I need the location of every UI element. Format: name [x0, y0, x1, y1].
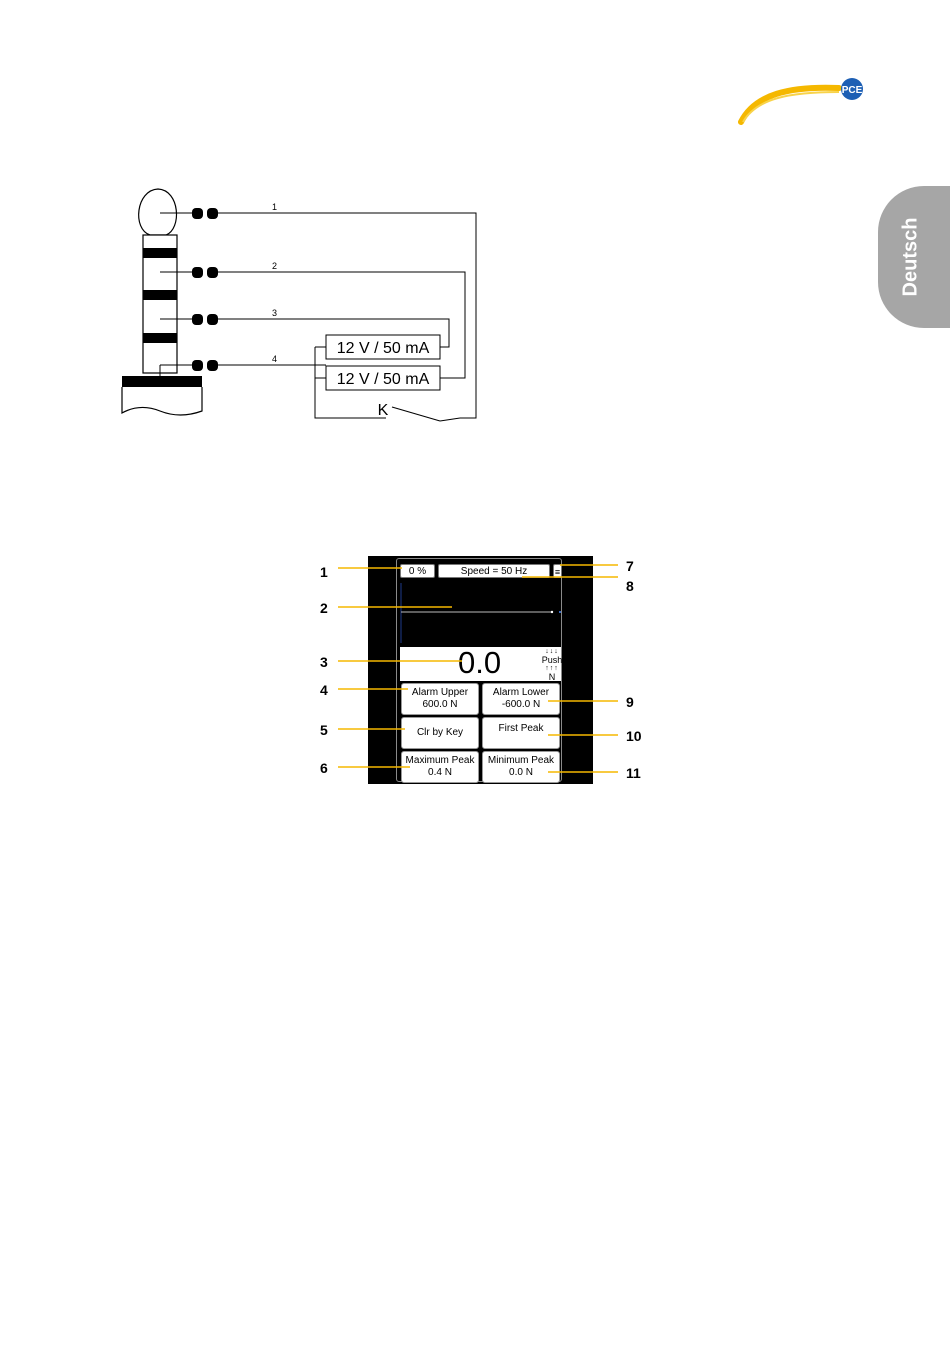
- contact-dot: [207, 267, 218, 278]
- speed-indicator: Speed = 50 Hz: [438, 564, 550, 578]
- callout-1: 1: [320, 564, 328, 580]
- contact-dot: [207, 314, 218, 325]
- wire-number: 1: [272, 202, 278, 212]
- insulator-ring: [143, 333, 177, 343]
- callout-9: 9: [626, 694, 634, 710]
- contact-dot: [192, 208, 203, 219]
- callout-11: 11: [626, 765, 641, 781]
- unit-label: N: [548, 672, 556, 682]
- measured-value: 0.0: [458, 645, 502, 680]
- button-value: 0.4 N: [428, 767, 452, 778]
- button-value: 0.0 N: [509, 767, 533, 778]
- callout-6: 6: [320, 760, 328, 776]
- percent-indicator: 0 %: [400, 564, 435, 578]
- button-value: -600.0 N: [501, 699, 541, 710]
- callout-3: 3: [320, 654, 328, 670]
- logo-text: PCE: [841, 85, 863, 96]
- wire-number: 3: [272, 308, 278, 318]
- arrows-up-icon: ↑↑↑: [545, 665, 559, 672]
- callout-5: 5: [320, 722, 328, 738]
- insulator-ring: [143, 248, 177, 258]
- callout-4: 4: [320, 682, 328, 698]
- wire-number: 2: [272, 261, 278, 271]
- wiring-diagram: [110, 185, 490, 425]
- contact-dot: [207, 360, 218, 371]
- button-title: Minimum Peak: [487, 755, 555, 766]
- contact-dot: [192, 314, 203, 325]
- language-tab-label: Deutsch: [899, 217, 922, 297]
- insulator-ring: [143, 290, 177, 300]
- button-title: Maximum Peak: [405, 755, 475, 766]
- language-tab[interactable]: [878, 186, 950, 328]
- callout-7: 7: [626, 558, 634, 574]
- pce-logo: [735, 76, 875, 136]
- arrows-down-icon: ↓↓↓: [545, 648, 559, 655]
- switch-k-contact: [392, 407, 440, 421]
- callout-10: 10: [626, 728, 642, 744]
- menu-icon[interactable]: ≡: [553, 564, 562, 578]
- contact-dot: [207, 208, 218, 219]
- supply-1-label: 12 V / 50 mA: [336, 340, 430, 357]
- contact-dot: [192, 267, 203, 278]
- supply-2-label: 12 V / 50 mA: [336, 371, 430, 388]
- switch-label: K: [377, 402, 389, 419]
- plug-base: [122, 376, 202, 387]
- cable-stub: [122, 387, 202, 415]
- wire-number: 4: [272, 354, 278, 364]
- direction-label: Push: [541, 655, 563, 665]
- contact-dot: [192, 360, 203, 371]
- plug-tip: [139, 189, 177, 235]
- callout-8: 8: [626, 578, 634, 594]
- callout-2: 2: [320, 600, 328, 616]
- callouts: [300, 550, 660, 790]
- button-value: 600.0 N: [422, 699, 458, 710]
- button-title: First Peak: [498, 723, 544, 734]
- button-title: Alarm Upper: [411, 687, 469, 698]
- wire-2: [218, 272, 465, 378]
- button-title: Alarm Lower: [492, 687, 550, 698]
- button-title: Clr by Key: [416, 727, 464, 738]
